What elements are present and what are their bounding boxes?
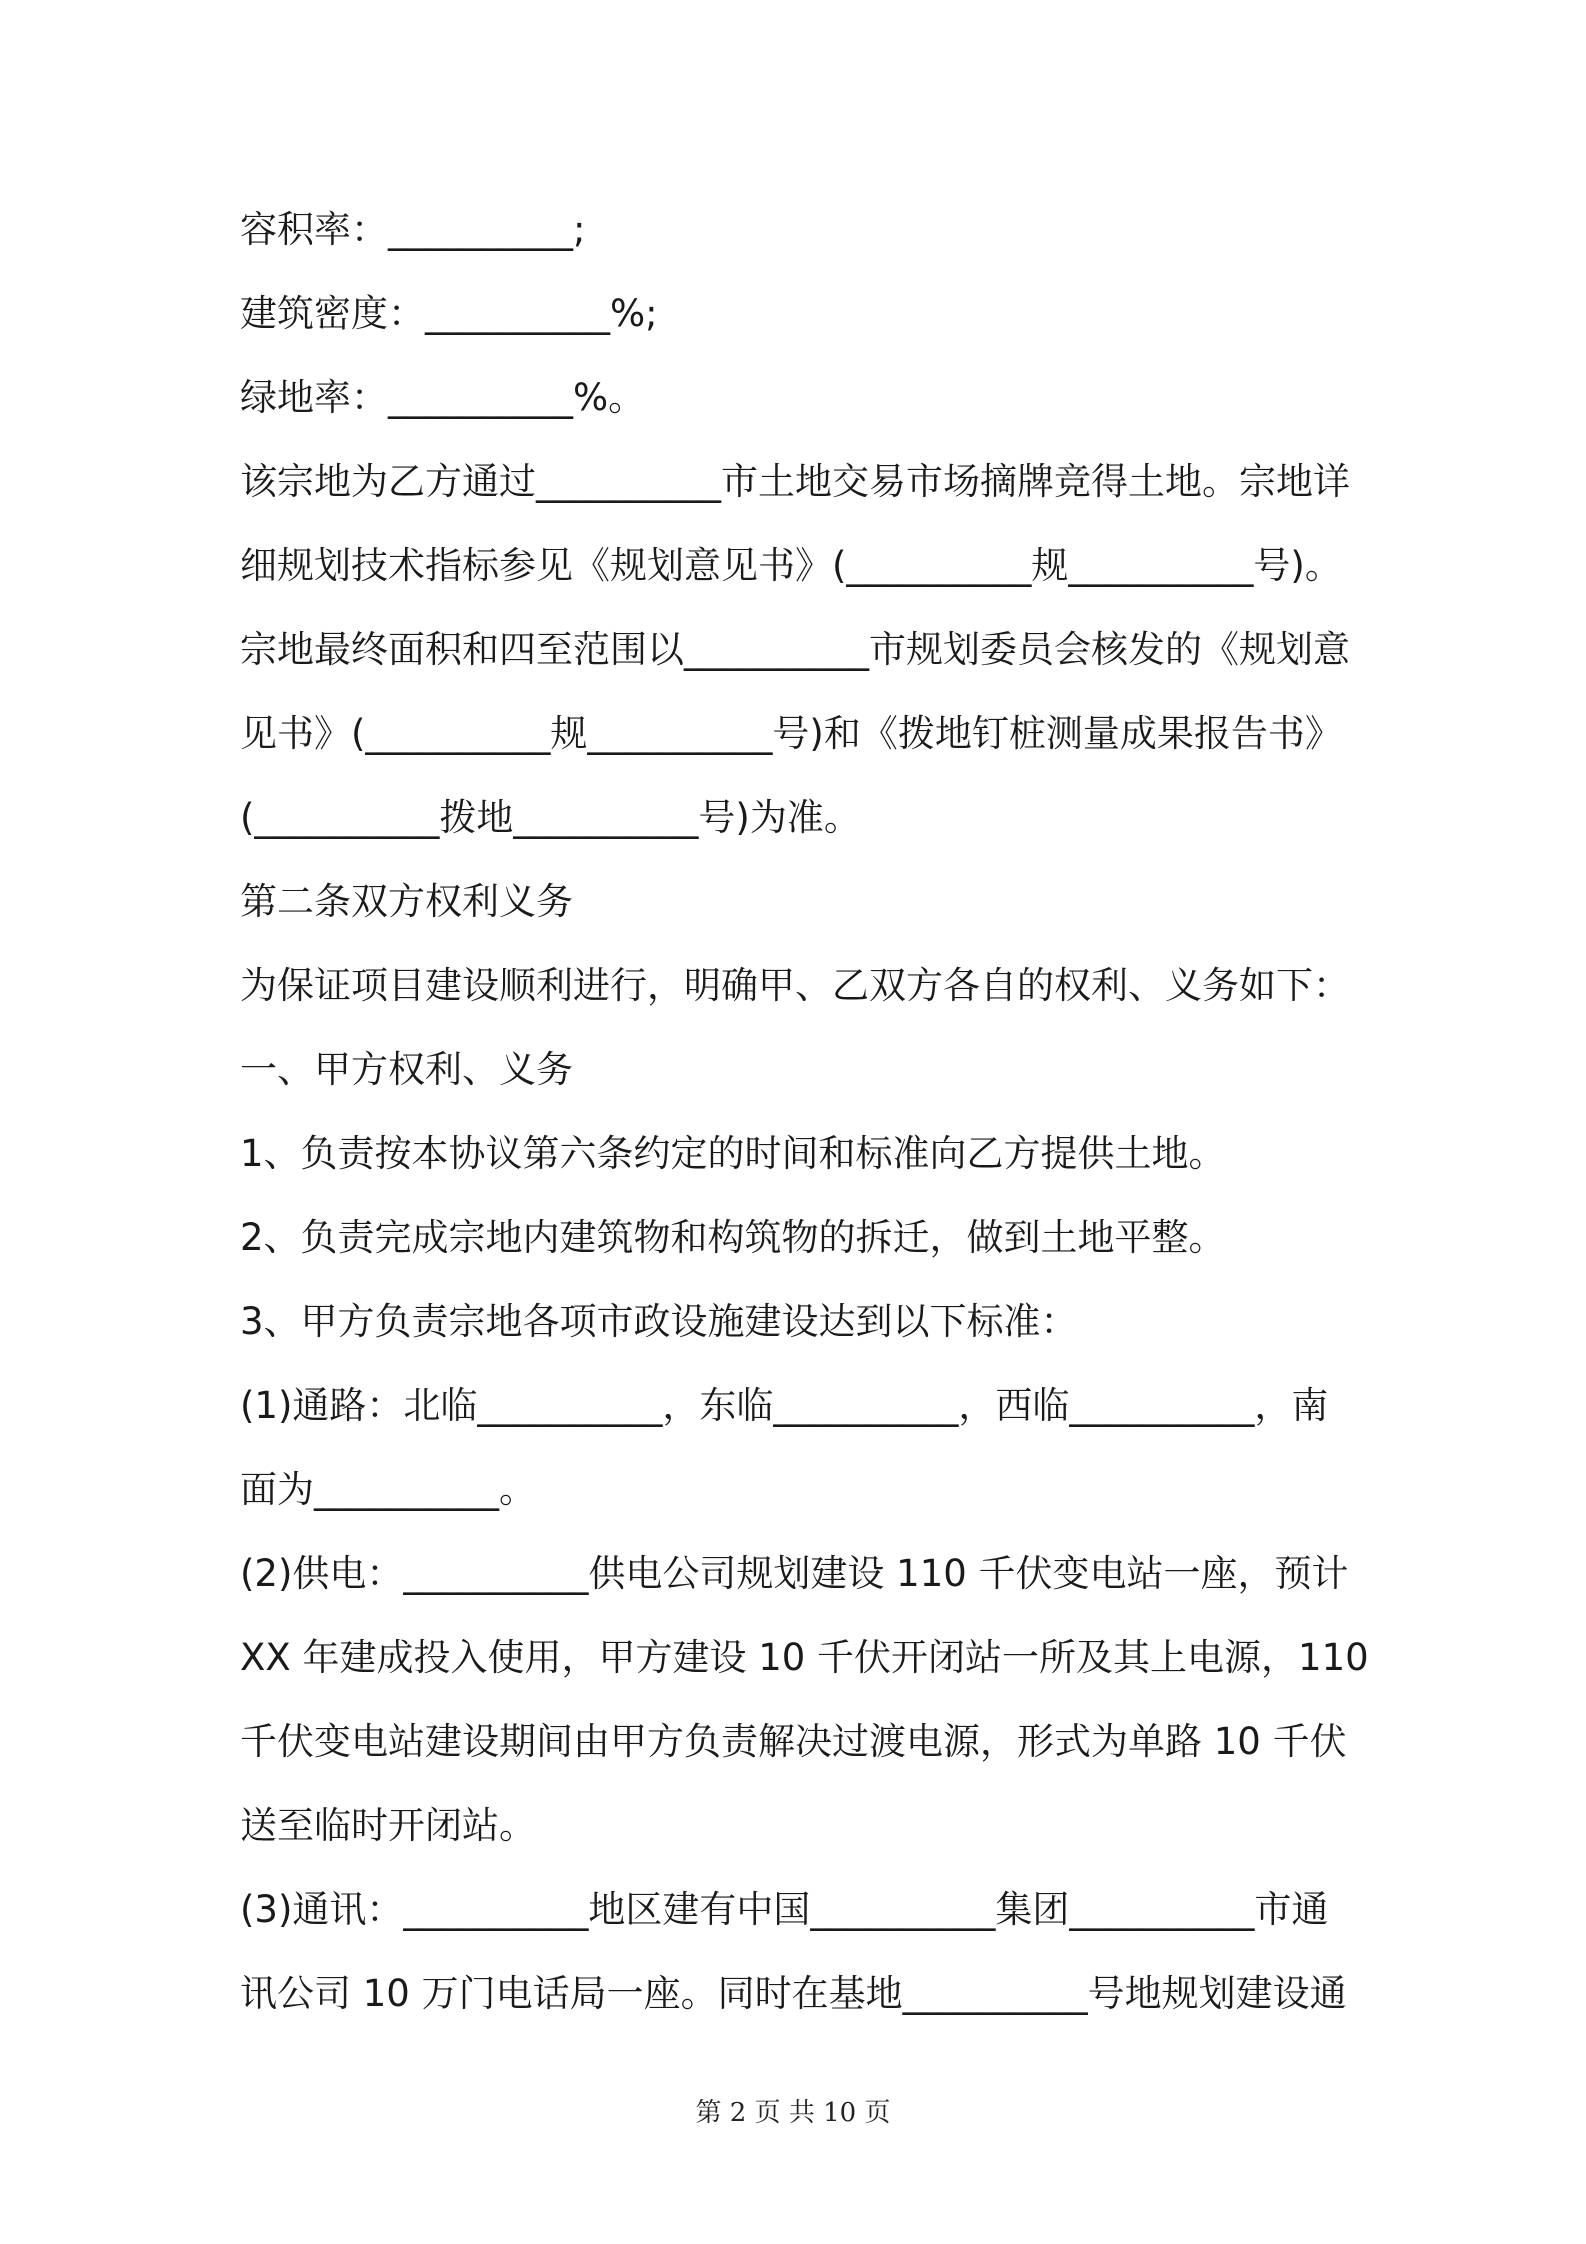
page-number-footer: 第 2 页 共 10 页: [695, 2098, 891, 2128]
text-line-22: 讯公司 10 万门电话局一座。同时在基地__________号地规划建设通: [240, 1972, 1347, 2015]
text-line-15: (1)通路：北临__________，东临__________，西临__________，南: [240, 1384, 1329, 1427]
text-line-7: 见书》(__________规__________号)和《拨地钉桩测量成果报告书》: [240, 712, 1342, 755]
text-line-4: 该宗地为乙方通过__________市土地交易市场摘牌竞得土地。宗地详: [240, 460, 1350, 503]
text-line-14: 3、甲方负责宗地各项市政设施建设达到以下标准：: [240, 1300, 1078, 1343]
text-line-16: 面为__________。: [240, 1468, 536, 1511]
text-line-1: 容积率：__________;: [240, 208, 586, 251]
text-line-2: 建筑密度：__________%;: [240, 292, 658, 335]
text-line-6: 宗地最终面积和四至范围以__________市规划委员会核发的《规划意: [240, 628, 1350, 671]
text-line-10: 为保证项目建设顺利进行，明确甲、乙双方各自的权利、义务如下：: [240, 964, 1350, 1007]
text-line-13: 2、负责完成宗地内建筑物和构筑物的拆迁，做到土地平整。: [240, 1216, 1226, 1259]
text-line-18: XX 年建成投入使用，甲方建设 10 千伏开闭站一所及其上电源，110: [240, 1636, 1369, 1679]
subsection-heading: 一、甲方权利、义务: [240, 1048, 573, 1091]
text-line-12: 1、负责按本协议第六条约定的时间和标准向乙方提供土地。: [240, 1132, 1226, 1175]
document-body: [240, 188, 1369, 2036]
text-line-8: (__________拨地__________号)为准。: [240, 796, 861, 839]
text-line-5: 细规划技术指标参见《规划意见书》(__________规__________号)。: [240, 544, 1342, 587]
section-heading: 第二条双方权利义务: [240, 880, 573, 923]
text-line-19: 千伏变电站建设期间由甲方负责解决过渡电源，形式为单路 10 千伏: [240, 1720, 1347, 1763]
text-line-20: 送至临时开闭站。: [240, 1804, 536, 1847]
text-line-3: 绿地率：__________%。: [240, 376, 646, 419]
text-line-17: (2)供电：__________供电公司规划建设 110 千伏变电站一座，预计: [240, 1552, 1349, 1595]
text-line-21: (3)通讯：__________地区建有中国__________集团__________市通: [240, 1888, 1329, 1931]
